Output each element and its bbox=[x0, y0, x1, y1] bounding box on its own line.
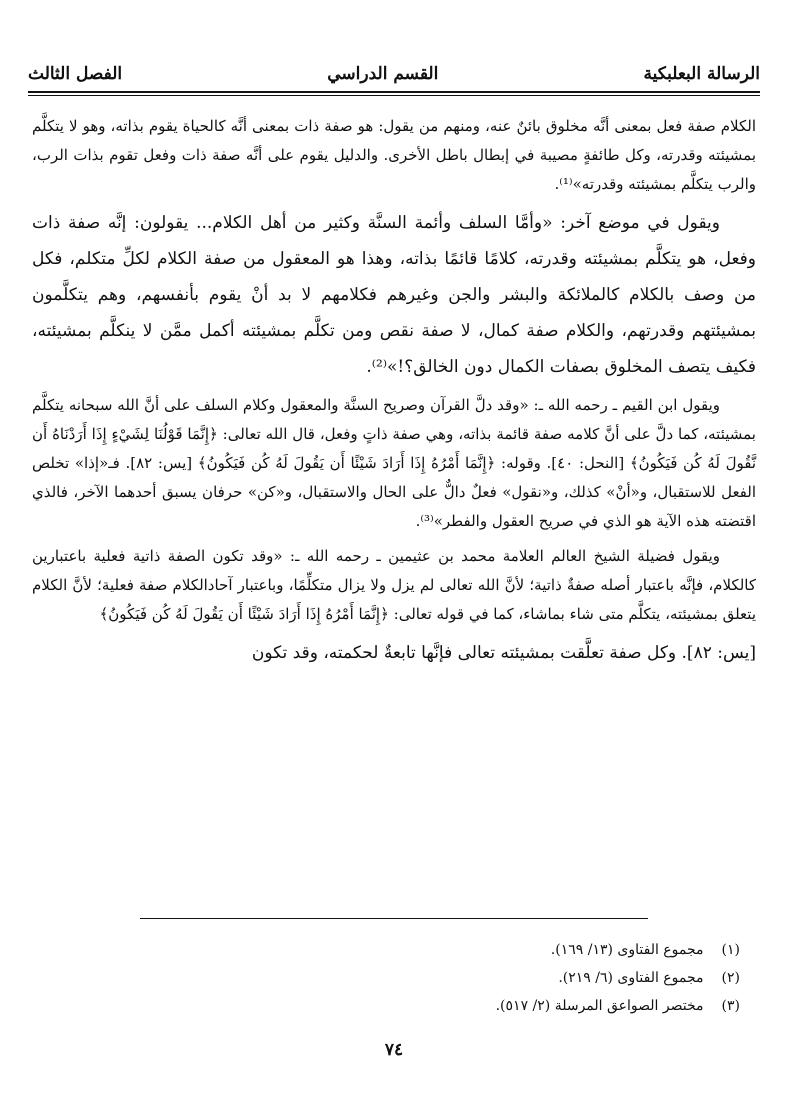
paragraph-4: ويقول فضيلة الشيخ العالم العلامة محمد بن عثيمين ـ رحمه الله ـ: «وقد تكون الصفة ذاتية فعلية باعتبارين كالكلام، فإنَّه باعتبار أصله صفةٌ ذاتية؛ لأنَّ الله تعالى لم يزل ولا يزال متكلِّمًا، وباعتبار آحادالكلام صفة فعلية؛ لأنَّ الكلام يتعلق بمشيئته، يتكلَّم متى شاء بماشاء، كما في قوله تعالى: ﴿إِنَّمَا أَمْرُهُ إِذَا أَرَادَ شَيْئًا أَن يَقُولَ لَهُ كُن فَيَكُونُ﴾ bbox=[32, 547, 756, 623]
footnote-number: (٢) bbox=[721, 970, 740, 986]
footnote-text: مجموع الفتاوى (٦/ ٢١٩). bbox=[558, 970, 704, 986]
footnote bbox=[32, 964, 740, 992]
footnote bbox=[32, 992, 740, 1020]
footnote-text: مجموع الفتاوى (١٣/ ١٦٩). bbox=[550, 942, 704, 958]
paragraph-3: ويقول ابن القيم ـ رحمه الله ـ: «وقد دلَّ القرآن وصريح السنَّة والمعقول وكلام السلف على أنَّ الله سبحانه يتكلَّم بمشيئته، كما دلَّ على أنَّ كلامه صفة قائمة بذاته، وهي صفة ذاتٍ وفعل، قال الله تعالى: ﴿إِنَّمَا قَوْلُنَا لِشَيْءٍ إِذَا أَرَدْنَاهُ أَن نَّقُولَ لَهُ كُن فَيَكُونُ﴾ [النحل: ٤٠]. وقوله: ﴿إِنَّمَا أَمْرُهُ إِذَا أَرَادَ شَيْئًا أَن يَقُولَ لَهُ كُن فَيَكُونُ﴾ [يس: ٨٢]. فـ«إذا» تخلص الفعل للاستقبال، و«أنْ» كذلك، و«نقول» فعلٌ دالٌّ على الحال والاستقبال، و«كن» حرفان يسبق أحدهما الآخر، فالذي اقتضته هذه الآية هو الذي في صريح العقول والفطر»⁽³⁾. bbox=[32, 396, 756, 530]
footnotes bbox=[32, 936, 740, 1020]
paragraph-2: ويقول في موضع آخر: «وأمَّا السلف وأئمة السنَّة وكثير من أهل الكلام... يقولون: إنَّه صفة ذات وفعل، هو يتكلَّم بمشيئته وقدرته، كلامًا قائمًا بذاته، وهذا هو المعقول من صفة الكلام لكلِّ متكلم، فكل من وصف بالكلام كالملائكة والبشر والجن وغيرهم فكلامهم لا بد أنْ يقوم بأنفسهم، وهم يتكلَّمون بمشيئتهم وقدرتهم، والكلام صفة كمال، لا صفة نقص ومن تكلَّم بمشيئته أكمل ممَّن لا ينكلَّم بمشيئته، فكيف يتصف المخلوق بصفات الكمال دون الخالق؟!»⁽²⁾. bbox=[32, 213, 756, 377]
footnote bbox=[32, 936, 740, 964]
paragraph-5: [يس: ٨٢]. وكل صفة تعلَّقت بمشيئته تعالى فإنَّها تابعةٌ لحكمته، وقد تكون bbox=[251, 643, 756, 663]
paragraph-1: الكلام صفة فعل بمعنى أنَّه مخلوق بائنٌ عنه، ومنهم من يقول: هو صفة ذات بمعنى أنَّه كالحياة يقوم بذاته، وهو لا يتكلَّم بمشيئته وقدرته، وكل طائفةٍ مصيبة في إبطال باطل الأخرى. والدليل يقوم على أنَّه صفة ذات وفعل تقوم بذات الرب، والرب يتكلَّم بمشيئته وقدرته»⁽¹⁾. bbox=[32, 117, 756, 193]
footnote-number: (١) bbox=[721, 942, 740, 958]
page-number: ٧٤ bbox=[384, 1040, 404, 1060]
footnote-number: (٣) bbox=[721, 998, 740, 1014]
running-header bbox=[28, 58, 760, 90]
section-title: القسم الدراسي bbox=[327, 64, 439, 84]
footnote-separator bbox=[140, 918, 648, 919]
footnote-text: مختصر الصواعق المرسلة (٢/ ٥١٧). bbox=[495, 998, 704, 1014]
header-rule-thin bbox=[28, 95, 760, 96]
main-text bbox=[32, 112, 756, 677]
chapter-title: الفصل الثالث bbox=[28, 64, 123, 84]
header-rule bbox=[28, 91, 760, 93]
book-title: الرسالة البعلبكية bbox=[643, 64, 760, 84]
